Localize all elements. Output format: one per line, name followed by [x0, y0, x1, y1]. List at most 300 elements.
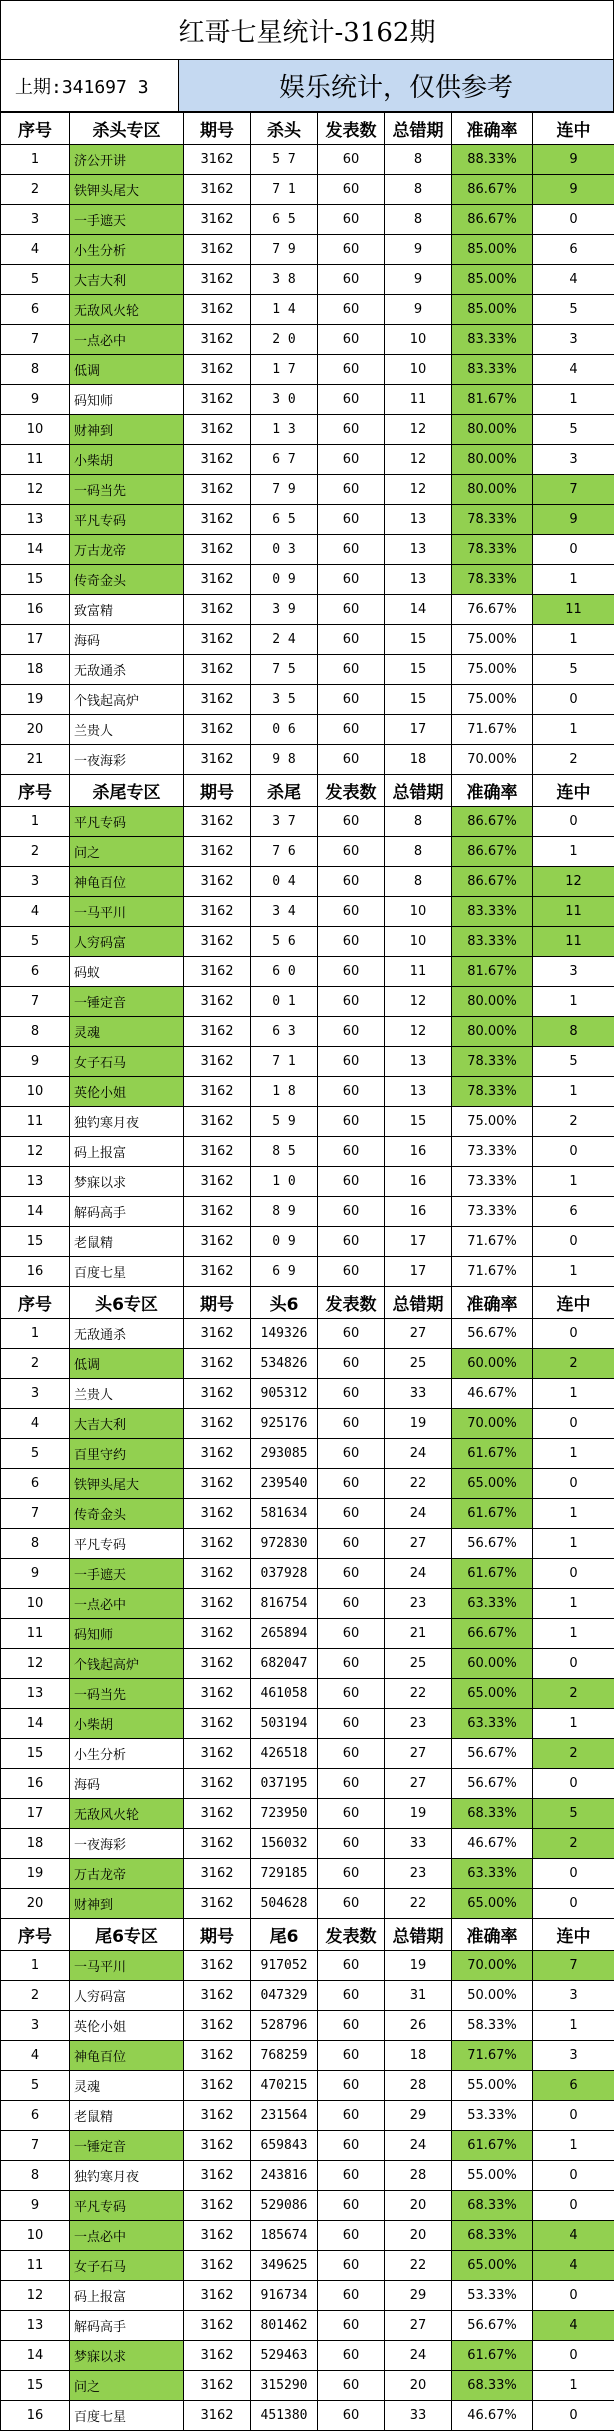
cell-count: 60: [318, 1469, 385, 1499]
cell-errors: 23: [385, 1709, 452, 1739]
column-header-streak: 连中: [533, 1919, 614, 1951]
cell-name: 码上报富: [70, 2281, 184, 2311]
cell-index: 12: [1, 1137, 70, 1167]
cell-name: 致富精: [70, 595, 184, 625]
cell-streak: 4: [533, 265, 614, 295]
cell-streak: 6: [533, 1197, 614, 1227]
cell-streak: 1: [533, 1257, 614, 1287]
cell-errors: 29: [385, 2281, 452, 2311]
section-header-row: [1, 1919, 614, 1951]
cell-streak: 1: [533, 1167, 614, 1197]
cell-value: 7 9: [251, 475, 318, 505]
cell-period: 3162: [184, 2161, 251, 2191]
cell-index: 9: [1, 2191, 70, 2221]
cell-accuracy: 53.33%: [452, 2101, 533, 2131]
cell-index: 7: [1, 987, 70, 1017]
cell-period: 3162: [184, 1559, 251, 1589]
cell-streak: 6: [533, 235, 614, 265]
cell-streak: 1: [533, 1499, 614, 1529]
cell-index: 5: [1, 1439, 70, 1469]
cell-accuracy: 75.00%: [452, 685, 533, 715]
cell-period: 3162: [184, 927, 251, 957]
cell-errors: 12: [385, 987, 452, 1017]
cell-period: 3162: [184, 1859, 251, 1889]
cell-index: 15: [1, 1739, 70, 1769]
cell-streak: 5: [533, 1799, 614, 1829]
disclaimer-banner: 娱乐统计，仅供参考: [179, 60, 613, 111]
cell-count: 60: [318, 475, 385, 505]
cell-period: 3162: [184, 1589, 251, 1619]
cell-value: 426518: [251, 1739, 318, 1769]
cell-value: 529463: [251, 2341, 318, 2371]
table-row: [1, 535, 614, 565]
cell-streak: 2: [533, 745, 614, 775]
cell-errors: 22: [385, 1889, 452, 1919]
cell-streak: 1: [533, 1589, 614, 1619]
cell-streak: 8: [533, 1017, 614, 1047]
cell-streak: 1: [533, 1619, 614, 1649]
cell-name: 人穷码富: [70, 927, 184, 957]
cell-errors: 13: [385, 535, 452, 565]
cell-streak: 0: [533, 807, 614, 837]
cell-index: 9: [1, 1559, 70, 1589]
cell-value: 9 8: [251, 745, 318, 775]
cell-count: 60: [318, 2071, 385, 2101]
cell-errors: 11: [385, 385, 452, 415]
cell-accuracy: 78.33%: [452, 565, 533, 595]
cell-name: 一马平川: [70, 1951, 184, 1981]
cell-streak: 6: [533, 2071, 614, 2101]
cell-errors: 16: [385, 1197, 452, 1227]
cell-errors: 10: [385, 355, 452, 385]
cell-errors: 15: [385, 685, 452, 715]
cell-accuracy: 63.33%: [452, 1589, 533, 1619]
cell-value: 768259: [251, 2041, 318, 2071]
cell-errors: 27: [385, 2311, 452, 2341]
cell-accuracy: 56.67%: [452, 1769, 533, 1799]
cell-index: 1: [1, 1319, 70, 1349]
table-row: [1, 2101, 614, 2131]
cell-name: 人穷码富: [70, 1981, 184, 2011]
table-row: [1, 897, 614, 927]
cell-count: 60: [318, 1379, 385, 1409]
cell-errors: 27: [385, 1769, 452, 1799]
cell-count: 60: [318, 175, 385, 205]
cell-accuracy: 68.33%: [452, 2371, 533, 2401]
cell-period: 3162: [184, 2251, 251, 2281]
column-header-accuracy: 准确率: [452, 775, 533, 807]
cell-count: 60: [318, 325, 385, 355]
cell-accuracy: 80.00%: [452, 445, 533, 475]
cell-count: 60: [318, 1589, 385, 1619]
cell-streak: 0: [533, 2281, 614, 2311]
cell-errors: 22: [385, 2251, 452, 2281]
cell-count: 60: [318, 1167, 385, 1197]
cell-index: 19: [1, 1859, 70, 1889]
cell-errors: 22: [385, 1679, 452, 1709]
table-row: [1, 2011, 614, 2041]
table-row: [1, 655, 614, 685]
cell-accuracy: 60.00%: [452, 1649, 533, 1679]
cell-period: 3162: [184, 1077, 251, 1107]
cell-count: 60: [318, 927, 385, 957]
cell-index: 16: [1, 1769, 70, 1799]
cell-value: 6 0: [251, 957, 318, 987]
cell-value: 156032: [251, 1829, 318, 1859]
cell-period: 3162: [184, 957, 251, 987]
cell-streak: 5: [533, 295, 614, 325]
cell-name: 一夜海彩: [70, 1829, 184, 1859]
cell-value: 916734: [251, 2281, 318, 2311]
cell-accuracy: 61.67%: [452, 2131, 533, 2161]
table-row: [1, 867, 614, 897]
cell-period: 3162: [184, 355, 251, 385]
cell-value: 972830: [251, 1529, 318, 1559]
table-row: [1, 205, 614, 235]
cell-period: 3162: [184, 1951, 251, 1981]
cell-accuracy: 83.33%: [452, 897, 533, 927]
table-row: [1, 595, 614, 625]
cell-count: 60: [318, 595, 385, 625]
cell-name: 万古龙帝: [70, 1859, 184, 1889]
cell-errors: 23: [385, 1589, 452, 1619]
cell-period: 3162: [184, 2401, 251, 2431]
cell-streak: 1: [533, 565, 614, 595]
cell-index: 2: [1, 1981, 70, 2011]
cell-value: 0 1: [251, 987, 318, 1017]
cell-name: 百度七星: [70, 1257, 184, 1287]
table-row: [1, 807, 614, 837]
cell-streak: 3: [533, 957, 614, 987]
cell-period: 3162: [184, 1981, 251, 2011]
cell-accuracy: 86.67%: [452, 867, 533, 897]
table-row: [1, 1981, 614, 2011]
cell-period: 3162: [184, 625, 251, 655]
cell-index: 20: [1, 715, 70, 745]
cell-accuracy: 68.33%: [452, 2191, 533, 2221]
cell-accuracy: 63.33%: [452, 1709, 533, 1739]
cell-index: 16: [1, 2401, 70, 2431]
table-row: [1, 235, 614, 265]
cell-count: 60: [318, 1559, 385, 1589]
cell-accuracy: 71.67%: [452, 715, 533, 745]
cell-accuracy: 46.67%: [452, 1379, 533, 1409]
cell-period: 3162: [184, 205, 251, 235]
cell-errors: 17: [385, 1227, 452, 1257]
cell-count: 60: [318, 2041, 385, 2071]
cell-value: 1 3: [251, 415, 318, 445]
cell-period: 3162: [184, 2221, 251, 2251]
cell-index: 3: [1, 867, 70, 897]
table-row: [1, 385, 614, 415]
cell-errors: 33: [385, 1379, 452, 1409]
cell-streak: 3: [533, 1981, 614, 2011]
table-row: [1, 295, 614, 325]
cell-accuracy: 65.00%: [452, 1469, 533, 1499]
cell-streak: 0: [533, 535, 614, 565]
cell-period: 3162: [184, 1379, 251, 1409]
cell-index: 2: [1, 837, 70, 867]
cell-count: 60: [318, 1319, 385, 1349]
cell-accuracy: 46.67%: [452, 1829, 533, 1859]
cell-errors: 25: [385, 1649, 452, 1679]
cell-period: 3162: [184, 535, 251, 565]
cell-count: 60: [318, 2161, 385, 2191]
cell-index: 5: [1, 927, 70, 957]
column-header-period: 期号: [184, 1919, 251, 1951]
cell-name: 神龟百位: [70, 2041, 184, 2071]
table-row: [1, 1077, 614, 1107]
cell-index: 8: [1, 355, 70, 385]
table-row: [1, 1167, 614, 1197]
cell-streak: 1: [533, 2011, 614, 2041]
cell-accuracy: 46.67%: [452, 2401, 533, 2431]
cell-errors: 22: [385, 1469, 452, 1499]
cell-streak: 4: [533, 2221, 614, 2251]
cell-value: 0 6: [251, 715, 318, 745]
cell-streak: 1: [533, 625, 614, 655]
table-row: [1, 1349, 614, 1379]
cell-period: 3162: [184, 1769, 251, 1799]
cell-index: 6: [1, 2101, 70, 2131]
cell-period: 3162: [184, 2071, 251, 2101]
cell-period: 3162: [184, 505, 251, 535]
cell-period: 3162: [184, 1679, 251, 1709]
cell-period: 3162: [184, 2191, 251, 2221]
cell-value: 723950: [251, 1799, 318, 1829]
cell-index: 6: [1, 957, 70, 987]
cell-index: 4: [1, 2041, 70, 2071]
cell-streak: 7: [533, 475, 614, 505]
cell-count: 60: [318, 2341, 385, 2371]
cell-errors: 12: [385, 445, 452, 475]
cell-name: 灵魂: [70, 1017, 184, 1047]
cell-name: 平凡专码: [70, 505, 184, 535]
cell-value: 7 5: [251, 655, 318, 685]
table-row: [1, 1379, 614, 1409]
cell-streak: 0: [533, 205, 614, 235]
cell-streak: 7: [533, 1951, 614, 1981]
cell-count: 60: [318, 867, 385, 897]
cell-period: 3162: [184, 445, 251, 475]
cell-period: 3162: [184, 1349, 251, 1379]
cell-name: 铁钾头尾大: [70, 175, 184, 205]
cell-errors: 9: [385, 265, 452, 295]
cell-errors: 27: [385, 1529, 452, 1559]
cell-index: 15: [1, 2371, 70, 2401]
cell-index: 16: [1, 1257, 70, 1287]
column-header-index: 序号: [1, 113, 70, 145]
cell-accuracy: 55.00%: [452, 2161, 533, 2191]
cell-index: 4: [1, 1409, 70, 1439]
cell-index: 10: [1, 1589, 70, 1619]
cell-count: 60: [318, 2401, 385, 2431]
table-row: [1, 1709, 614, 1739]
cell-index: 9: [1, 385, 70, 415]
table-row: [1, 175, 614, 205]
cell-errors: 31: [385, 1981, 452, 2011]
cell-name: 大吉大利: [70, 1409, 184, 1439]
table-row: [1, 1439, 614, 1469]
cell-period: 3162: [184, 2311, 251, 2341]
table-row: [1, 475, 614, 505]
cell-value: 2 0: [251, 325, 318, 355]
cell-streak: 1: [533, 385, 614, 415]
cell-errors: 12: [385, 415, 452, 445]
section-header-row: [1, 775, 614, 807]
table-row: [1, 1017, 614, 1047]
cell-streak: 0: [533, 1319, 614, 1349]
cell-value: 0 9: [251, 565, 318, 595]
table-row: [1, 957, 614, 987]
cell-errors: 15: [385, 1107, 452, 1137]
cell-streak: 1: [533, 1379, 614, 1409]
table-row: [1, 1951, 614, 1981]
page-title: 红哥七星统计-3162期: [0, 0, 614, 60]
cell-errors: 17: [385, 715, 452, 745]
table-row: [1, 2281, 614, 2311]
cell-index: 14: [1, 1709, 70, 1739]
cell-value: 7 1: [251, 175, 318, 205]
cell-period: 3162: [184, 1649, 251, 1679]
column-header-streak: 连中: [533, 1287, 614, 1319]
cell-count: 60: [318, 295, 385, 325]
cell-count: 60: [318, 1981, 385, 2011]
column-header-accuracy: 准确率: [452, 1287, 533, 1319]
cell-name: 老鼠精: [70, 2101, 184, 2131]
cell-period: 3162: [184, 595, 251, 625]
cell-streak: 5: [533, 415, 614, 445]
table-row: [1, 415, 614, 445]
table-row: [1, 2041, 614, 2071]
column-header-period: 期号: [184, 1287, 251, 1319]
cell-count: 60: [318, 505, 385, 535]
cell-errors: 33: [385, 2401, 452, 2431]
cell-index: 19: [1, 685, 70, 715]
cell-value: 659843: [251, 2131, 318, 2161]
cell-streak: 0: [533, 685, 614, 715]
cell-period: 3162: [184, 145, 251, 175]
cell-value: 461058: [251, 1679, 318, 1709]
cell-name: 铁钾头尾大: [70, 1469, 184, 1499]
table-row: [1, 1469, 614, 1499]
table-row: [1, 1137, 614, 1167]
column-header-name: 尾6专区: [70, 1919, 184, 1951]
cell-accuracy: 78.33%: [452, 1077, 533, 1107]
cell-index: 21: [1, 745, 70, 775]
cell-errors: 10: [385, 927, 452, 957]
cell-name: 百度七星: [70, 2401, 184, 2431]
cell-name: 小柴胡: [70, 445, 184, 475]
cell-accuracy: 71.67%: [452, 1257, 533, 1287]
cell-value: 0 9: [251, 1227, 318, 1257]
cell-count: 60: [318, 1499, 385, 1529]
cell-index: 13: [1, 505, 70, 535]
cell-count: 60: [318, 1739, 385, 1769]
cell-accuracy: 78.33%: [452, 1047, 533, 1077]
cell-streak: 0: [533, 1137, 614, 1167]
table-row: [1, 445, 614, 475]
cell-period: 3162: [184, 685, 251, 715]
cell-accuracy: 86.67%: [452, 807, 533, 837]
cell-value: 534826: [251, 1349, 318, 1379]
cell-accuracy: 75.00%: [452, 625, 533, 655]
cell-streak: 0: [533, 2341, 614, 2371]
cell-errors: 24: [385, 2341, 452, 2371]
column-header-accuracy: 准确率: [452, 1919, 533, 1951]
cell-period: 3162: [184, 2131, 251, 2161]
cell-count: 60: [318, 1439, 385, 1469]
cell-period: 3162: [184, 475, 251, 505]
table-row: [1, 745, 614, 775]
cell-index: 14: [1, 535, 70, 565]
cell-index: 18: [1, 1829, 70, 1859]
table-row: [1, 2341, 614, 2371]
cell-errors: 20: [385, 2191, 452, 2221]
cell-accuracy: 56.67%: [452, 1529, 533, 1559]
cell-index: 13: [1, 1679, 70, 1709]
cell-index: 13: [1, 1167, 70, 1197]
cell-accuracy: 68.33%: [452, 2221, 533, 2251]
cell-errors: 11: [385, 957, 452, 987]
cell-count: 60: [318, 2251, 385, 2281]
cell-accuracy: 85.00%: [452, 295, 533, 325]
table-row: [1, 685, 614, 715]
cell-value: 047329: [251, 1981, 318, 2011]
cell-errors: 13: [385, 565, 452, 595]
cell-period: 3162: [184, 807, 251, 837]
cell-streak: 11: [533, 897, 614, 927]
cell-name: 一手遮天: [70, 205, 184, 235]
cell-errors: 24: [385, 1559, 452, 1589]
cell-streak: 9: [533, 505, 614, 535]
cell-count: 60: [318, 355, 385, 385]
cell-value: 470215: [251, 2071, 318, 2101]
cell-errors: 10: [385, 325, 452, 355]
cell-value: 905312: [251, 1379, 318, 1409]
cell-count: 60: [318, 715, 385, 745]
cell-period: 3162: [184, 867, 251, 897]
table-row: [1, 1799, 614, 1829]
cell-period: 3162: [184, 415, 251, 445]
cell-index: 8: [1, 1017, 70, 1047]
cell-value: 149326: [251, 1319, 318, 1349]
cell-accuracy: 73.33%: [452, 1197, 533, 1227]
cell-count: 60: [318, 2371, 385, 2401]
cell-value: 7 6: [251, 837, 318, 867]
cell-value: 1 8: [251, 1077, 318, 1107]
cell-index: 12: [1, 1649, 70, 1679]
cell-name: 海码: [70, 1769, 184, 1799]
table-row: [1, 2131, 614, 2161]
cell-name: 一夜海彩: [70, 745, 184, 775]
cell-value: 185674: [251, 2221, 318, 2251]
cell-name: 神龟百位: [70, 867, 184, 897]
cell-value: 037928: [251, 1559, 318, 1589]
cell-name: 码上报富: [70, 1137, 184, 1167]
cell-accuracy: 75.00%: [452, 1107, 533, 1137]
cell-index: 3: [1, 2011, 70, 2041]
cell-streak: 0: [533, 1769, 614, 1799]
cell-value: 239540: [251, 1469, 318, 1499]
cell-value: 037195: [251, 1769, 318, 1799]
cell-index: 10: [1, 2221, 70, 2251]
cell-period: 3162: [184, 325, 251, 355]
cell-index: 18: [1, 655, 70, 685]
cell-errors: 24: [385, 1439, 452, 1469]
cell-period: 3162: [184, 745, 251, 775]
cell-errors: 12: [385, 475, 452, 505]
